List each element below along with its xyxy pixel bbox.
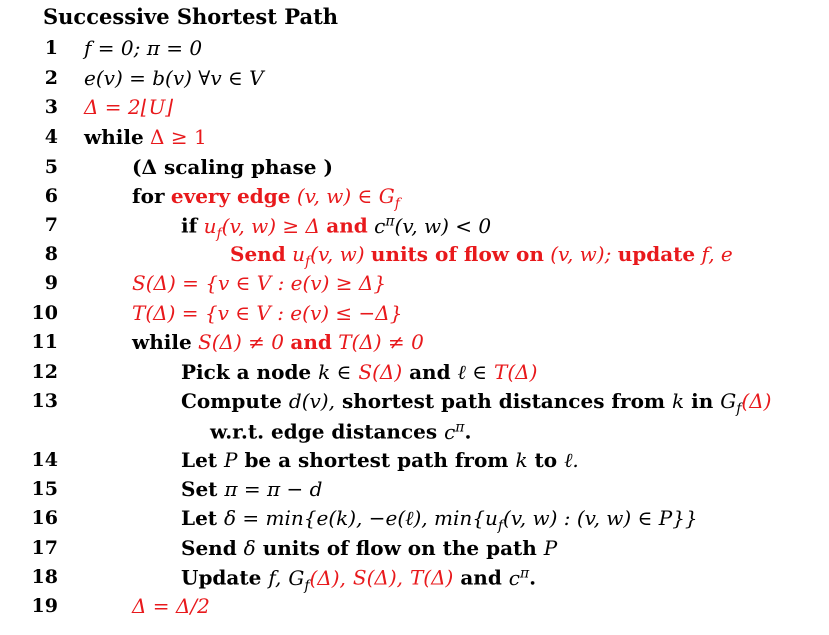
line-number: 6 xyxy=(44,185,58,207)
line-number: 3 xyxy=(44,96,58,118)
l-term: ℓ. xyxy=(564,448,579,472)
line-number: 17 xyxy=(31,537,58,559)
init-expression: f = 0; π = 0 xyxy=(84,36,203,60)
code-line-13-cont xyxy=(210,419,471,444)
edge-term: (v, w); xyxy=(550,242,612,266)
potential-update: π = π − d xyxy=(224,477,323,501)
capacity-condition: $u_f(v$, w) ≥ Δ xyxy=(203,213,320,242)
code-line-18 xyxy=(181,565,536,594)
reduced-cost: $c^\pi$ xyxy=(444,419,465,444)
period: . xyxy=(464,419,472,444)
code-line-7 xyxy=(181,213,491,242)
code-line-1 xyxy=(84,36,202,60)
code-line-8 xyxy=(230,242,733,270)
line-number: 15 xyxy=(31,478,58,500)
capacity-term: $u_f(v$, w) xyxy=(292,242,365,270)
and-text: and xyxy=(409,360,451,384)
delta-expression: δ = min{e(k), −e(ℓ), $\min\{u_f(v$, w) : (v, w) ∈ P}} xyxy=(224,506,698,534)
code-line-6 xyxy=(132,184,400,212)
send-text: Send xyxy=(181,536,237,560)
reduced-cost: $c^\pi$ xyxy=(508,565,530,590)
line-number: 19 xyxy=(31,595,58,617)
distance-term: d(v), xyxy=(288,389,335,413)
update-vars: f, e xyxy=(701,242,733,266)
delta-halving: Δ = Δ/2 xyxy=(132,594,210,618)
let-text: Let xyxy=(181,448,218,472)
line-number: 13 xyxy=(31,390,58,412)
code-line-11 xyxy=(132,330,424,354)
line-number: 9 xyxy=(44,272,58,294)
line-number: 14 xyxy=(31,449,58,471)
delta-term: δ xyxy=(243,536,256,560)
keyword-while: while xyxy=(84,125,144,149)
code-line-15 xyxy=(181,477,322,501)
units-on-path-text: units of flow on the path xyxy=(262,536,537,560)
line-number: 11 xyxy=(31,331,58,353)
code-line-4 xyxy=(84,125,207,149)
edge-expression: (v, w) ∈ $G_f$ xyxy=(296,184,400,212)
excess-expression: e(v) = b(v) ∀v ∈ V xyxy=(84,66,264,90)
in-text: in xyxy=(691,389,714,413)
pick-text: Pick a node xyxy=(181,360,312,384)
path-p: P xyxy=(224,448,238,472)
set-t-definition: T(Δ) = {v ∈ V : e(v) ≤ −Δ} xyxy=(132,301,403,325)
line-number: 5 xyxy=(44,156,58,178)
to-text: to xyxy=(534,448,558,472)
set-s: S(Δ), xyxy=(352,565,403,590)
shortest-path-from-text: be a shortest path from xyxy=(244,448,509,472)
set-t: T(Δ) xyxy=(409,565,454,590)
cost-condition: $c^\pi(v$, w) < 0 xyxy=(374,213,492,238)
period: . xyxy=(529,565,537,590)
k-member: k ∈ xyxy=(318,360,352,384)
delta-init-expression: Δ = 2⌊U⌋ xyxy=(84,95,174,119)
flow-term: f, xyxy=(268,565,282,590)
code-line-19 xyxy=(132,594,210,618)
keyword-and: and xyxy=(290,330,332,354)
compute-text: Compute xyxy=(181,389,282,413)
set-t: T(Δ) xyxy=(494,360,538,384)
residual-graph: $G_f(\Delta)$ xyxy=(720,389,772,417)
line-number: 10 xyxy=(31,302,58,324)
keyword-and: and xyxy=(326,213,368,238)
keyword-while: while xyxy=(132,330,192,354)
line-number: 8 xyxy=(44,243,58,265)
while-condition: Δ ≥ 1 xyxy=(150,125,207,149)
update-keyword: update xyxy=(617,242,696,266)
line-number: 4 xyxy=(44,126,58,148)
and-text: and xyxy=(460,565,502,590)
residual-graph: $G_f(\Delta)$, xyxy=(288,565,346,594)
code-line-2 xyxy=(84,66,264,90)
let-text: Let xyxy=(181,506,218,530)
s-nonempty: S(Δ) ≠ 0 xyxy=(198,330,284,354)
phase-comment: (Δ scaling phase ) xyxy=(132,155,333,179)
units-of-flow-text: units of flow on xyxy=(370,242,544,266)
line-number: 16 xyxy=(31,507,58,529)
k-term: k xyxy=(515,448,528,472)
set-s: S(Δ) xyxy=(358,360,403,384)
code-line-3 xyxy=(84,95,173,119)
t-nonempty: T(Δ) ≠ 0 xyxy=(338,330,424,354)
line-number: 18 xyxy=(31,566,58,588)
keyword-for: for xyxy=(132,184,165,208)
code-line-16 xyxy=(181,506,698,534)
code-line-10 xyxy=(132,301,402,325)
algorithm-title: Successive Shortest Path xyxy=(43,4,339,29)
wrt-text: w.r.t. edge distances xyxy=(210,419,438,444)
code-line-12 xyxy=(181,360,537,385)
update-text: Update xyxy=(181,565,262,590)
line-number: 7 xyxy=(44,214,58,236)
line-number: 2 xyxy=(44,67,58,89)
line-number: 1 xyxy=(44,37,58,59)
code-line-14 xyxy=(181,448,579,473)
shortest-path-text: shortest path distances from xyxy=(341,389,666,413)
code-line-13 xyxy=(181,389,771,417)
path-p: P xyxy=(543,536,558,560)
code-line-9 xyxy=(132,271,386,295)
send-keyword: Send xyxy=(230,242,286,266)
code-line-5 xyxy=(132,155,333,179)
k-term: k xyxy=(672,389,685,413)
l-member: ℓ ∈ xyxy=(457,360,488,384)
for-every-edge: every edge xyxy=(170,184,291,208)
line-number: 12 xyxy=(31,361,58,383)
keyword-if: if xyxy=(181,213,198,238)
set-s-definition: S(Δ) = {v ∈ V : e(v) ≥ Δ} xyxy=(132,271,387,295)
set-text: Set xyxy=(181,477,218,501)
code-line-17 xyxy=(181,536,557,560)
